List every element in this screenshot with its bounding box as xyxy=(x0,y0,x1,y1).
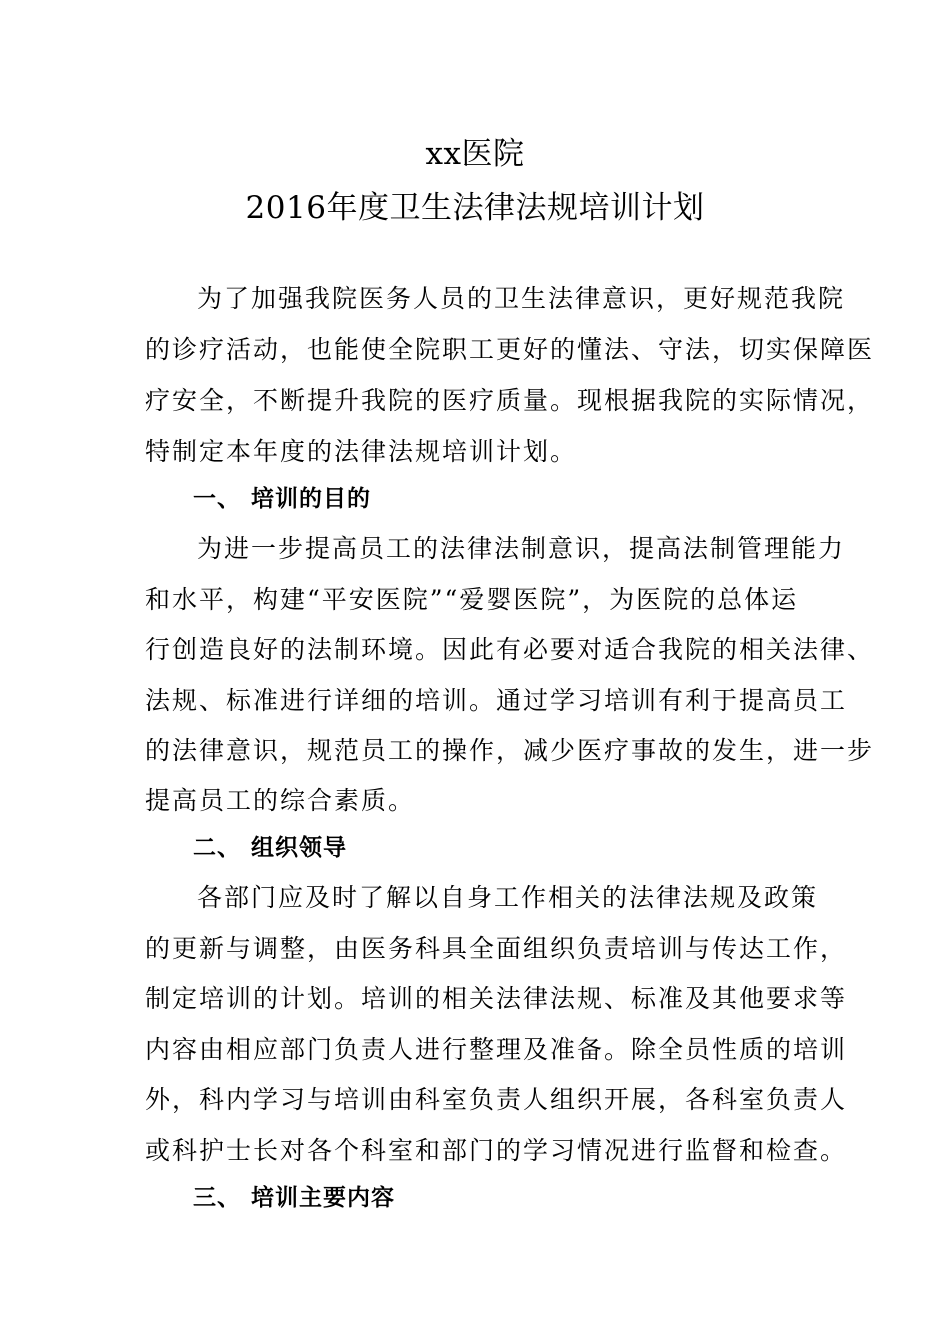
section-number: 一、 xyxy=(193,486,241,512)
intro-line: 的诊疗活动，也能使全院职工更好的懂法、守法，切实保障医 xyxy=(145,335,875,364)
section-title: 培训主要内容 xyxy=(251,1185,395,1211)
section-number: 三、 xyxy=(193,1185,241,1211)
section-number: 二、 xyxy=(193,835,241,861)
section-title: 培训的目的 xyxy=(251,486,371,512)
section-heading xyxy=(193,831,347,865)
section-line: 内容由相应部门负责人进行整理及准备。除全员性质的培训 xyxy=(145,1035,848,1064)
section-line: 各部门应及时了解以自身工作相关的法律法规及政策 xyxy=(197,883,819,912)
section-line: 制定培训的计划。培训的相关法律法规、标准及其他要求等 xyxy=(145,984,848,1013)
section-line: 和水平，构建“平安医院”“爱婴医院”，为医院的总体运 xyxy=(145,585,799,614)
intro-line: 特制定本年度的法律法规培训计划。 xyxy=(145,437,578,466)
section-title: 组织领导 xyxy=(251,835,347,861)
section-heading xyxy=(193,482,371,516)
document-title-hospital: xx医院 xyxy=(425,136,525,172)
section-line: 为进一步提高员工的法律法制意识，提高法制管理能力 xyxy=(197,534,846,563)
document-title-plan: 2016年度卫生法律法规培训计划 xyxy=(245,190,705,226)
section-line: 提高员工的综合素质。 xyxy=(145,786,416,815)
section-line: 行创造良好的法制环境。因此有必要对适合我院的相关法律、 xyxy=(145,635,875,664)
intro-line: 疗安全，不断提升我院的医疗质量。现根据我院的实际情况， xyxy=(145,386,875,415)
intro-line: 为了加强我院医务人员的卫生法律意识，更好规范我院 xyxy=(197,284,846,313)
section-heading xyxy=(193,1181,395,1215)
section-line: 法规、标准进行详细的培训。通过学习培训有利于提高员工 xyxy=(145,686,848,715)
section-line: 的更新与调整，由医务科具全面组织负责培训与传达工作， xyxy=(145,934,848,963)
section-line: 外，科内学习与培训由科室负责人组织开展，各科室负责人 xyxy=(145,1085,848,1114)
section-line: 的法律意识，规范员工的操作，减少医疗事故的发生，进一步 xyxy=(145,736,875,765)
section-line: 或科护士长对各个科室和部门的学习情况进行监督和检查。 xyxy=(145,1136,848,1165)
